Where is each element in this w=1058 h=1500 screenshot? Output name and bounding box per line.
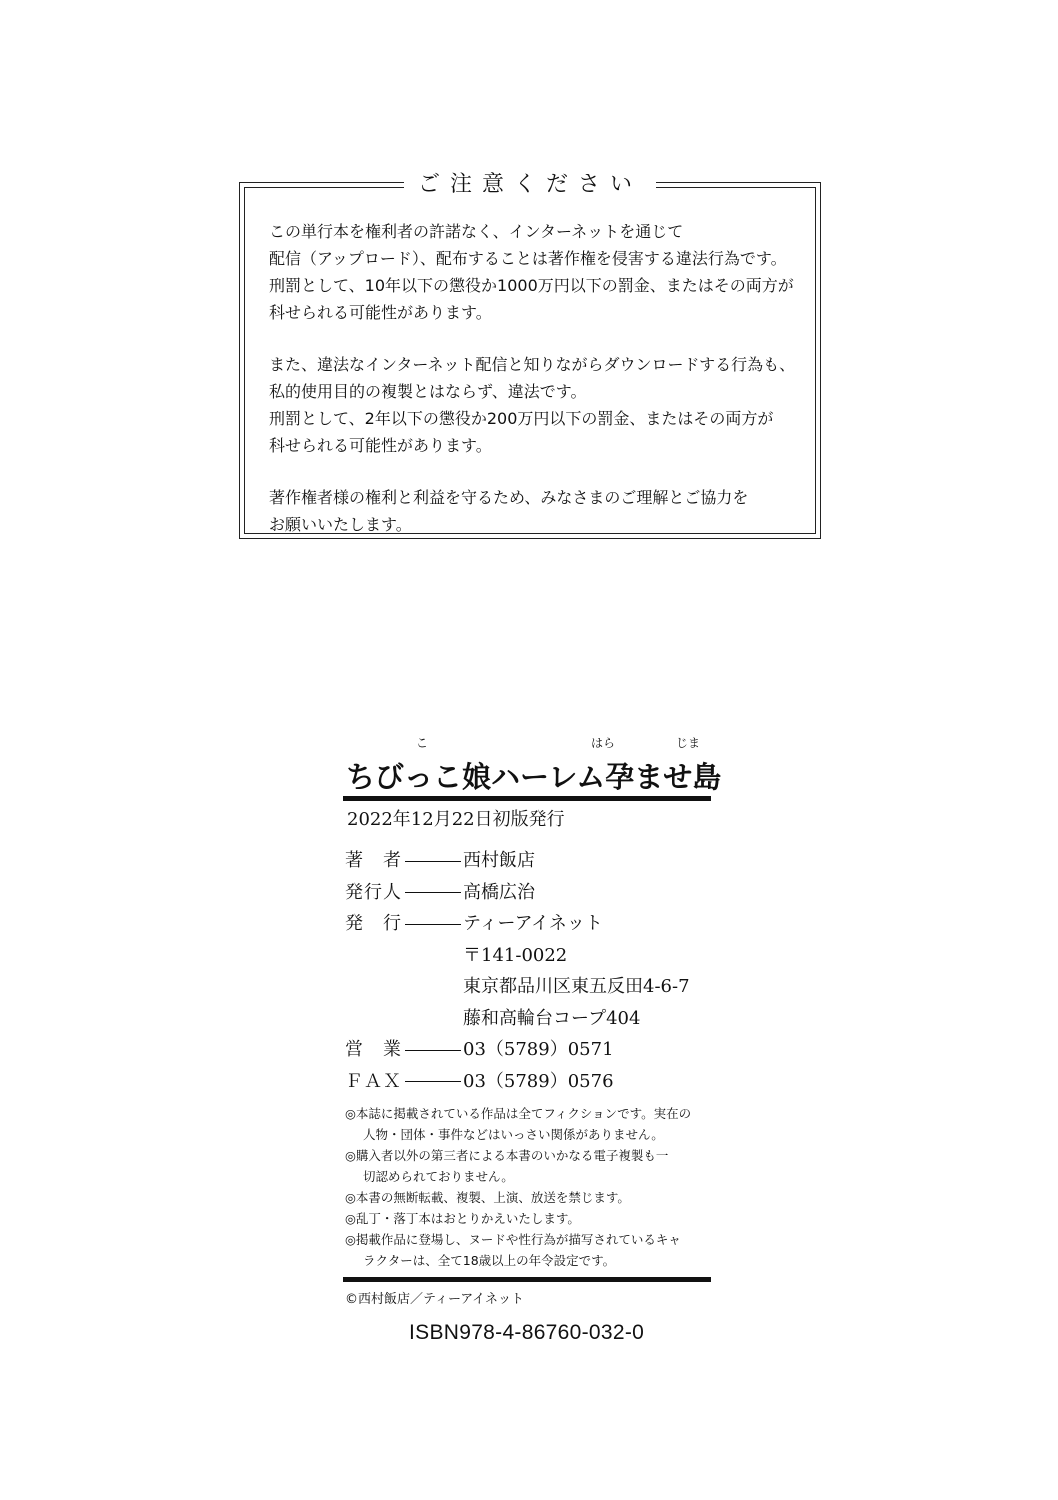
notice-line: この単行本を権利者の許諾なく、インターネットを通じて [269,222,684,241]
dash-rule [405,1050,461,1051]
note-line: ◎購入者以外の第三者による本書のいかなる電子複製も一 [345,1148,669,1163]
legal-notes [345,1103,713,1271]
publisher-address-2: 藤和高輪台コープ404 [463,1007,641,1029]
credit-fax [345,1066,713,1098]
credit-author [345,845,713,877]
ruby-ko: こ [416,736,429,750]
copyright-notice-box [239,172,821,539]
author-name: 西村飯店 [463,850,535,871]
isbn: ISBN978-4-86760-032-0 [409,1321,645,1344]
notice-paragraph-2 [269,351,799,459]
note-line: ◎本書の無断転載、複製、上演、放送を禁じます。 [345,1190,630,1205]
note-line: 切認められておりません。 [363,1169,514,1184]
notice-line: また、違法なインターネット配信と知りながらダウンロードする行為も、 [269,355,796,374]
book-title-block [343,730,722,796]
credit-publisher [345,908,713,940]
dash-rule [405,1081,461,1082]
note-line: 人物・団体・事件などはいっさい関係がありません。 [363,1127,664,1142]
credit-sales [345,1034,713,1066]
colophon [343,730,722,1345]
publisher-name: ティーアイネット [463,913,603,934]
credit-publisher-person [345,877,713,909]
title-rule [343,796,711,801]
author-label: 著者 [345,850,401,871]
book-title: ちびっこ娘ハーレム孕ませ島 [346,760,722,794]
notice-title: ご注意ください [404,171,656,199]
notice-line: 私的使用目的の複製とはならず、違法です。 [269,382,587,401]
notice-line: 科せられる可能性があります。 [269,436,492,455]
publisher-person-label: 発行人 [345,881,401,903]
notice-line: 配信（アップロード）、配布することは著作権を侵害する違法行為です。 [269,249,787,268]
notice-line: 著作権者様の権利と利益を守るため、みなさまのご理解とご協力を [269,488,749,507]
notice-line: 刑罰として、10年以下の懲役か1000万円以下の罰金、またはその両方が [269,276,794,295]
notice-line: 刑罰として、2年以下の懲役か200万円以下の罰金、またはその両方が [269,409,774,428]
notice-title-wrap [245,171,815,199]
note-line: ラクターは、全て18歳以上の年令設定です。 [363,1253,616,1268]
dash-rule [405,892,461,893]
notice-body [269,218,799,538]
note-line: ◎乱丁・落丁本はおとりかえいたします。 [345,1211,580,1226]
publisher-label: 発行 [345,913,401,934]
publisher-address-1: 東京都品川区東五反田4-6-7 [463,976,690,997]
bottom-rule [343,1277,711,1282]
publisher-postal: 〒141-0022 [463,944,568,966]
publisher-person-name: 高橋広治 [463,881,535,903]
fax-label: ＦＡＸ [345,1070,401,1092]
note-line: ◎掲載作品に登場し、ヌードや性行為が描写されているキャ [345,1232,681,1247]
fax-number: 03（5789）0576 [463,1070,614,1092]
publication-date: 2022年12月22日初版発行 [347,809,565,830]
notice-line: 科せられる可能性があります。 [269,303,492,322]
dash-rule [405,861,461,862]
notice-inner-frame [244,172,816,534]
dash-rule [405,924,461,925]
sales-label: 営業 [345,1039,401,1060]
credits [345,845,713,1097]
note-line: ◎本誌に掲載されている作品は全てフィクションです。実在の [345,1106,692,1121]
ruby-jima: じま [676,736,701,750]
ruby-hara: はら [591,736,616,750]
notice-paragraph-3 [269,484,799,538]
notice-line: お願いいたします。 [269,515,412,534]
sales-phone: 03（5789）0571 [463,1039,614,1060]
copyright-line: ©西村飯店／ティーアイネット [345,1292,525,1307]
notice-paragraph-1 [269,218,799,326]
